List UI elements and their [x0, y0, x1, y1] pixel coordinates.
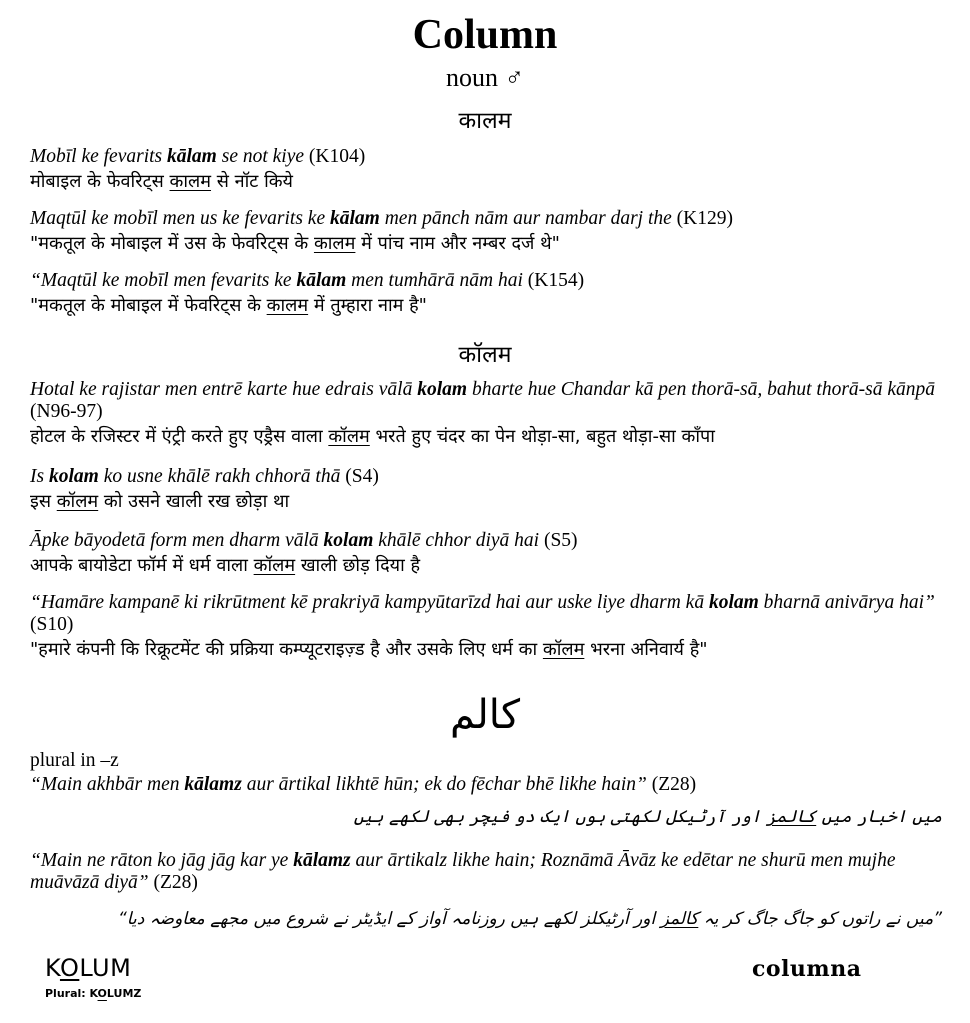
pronunciation-plural: Plural: KOLUMZ — [45, 987, 142, 1000]
hindi-sentence: मोबाइल के फेवरिट्स कालम से नॉट किये — [30, 171, 293, 192]
example-s5 — [30, 530, 942, 579]
hindi-sentence: "हमारे कंपनी कि रिक्रूटमेंट की प्रक्रिया कम्प्यूटराइज़्ड है और उसके लिए धर्म का कॉलम भरना अनिवार्य है" — [30, 639, 708, 660]
example-z28-a — [30, 774, 942, 830]
pronunciation: KOLUM — [45, 954, 132, 982]
hindi-term: कालम — [313, 233, 356, 254]
example-s10 — [30, 592, 942, 663]
transliteration: Is kolam ko usne khālē rakh chhorā thā (S4) — [30, 466, 379, 487]
hindi-sentence: आपके बायोडेटा फॉर्म में धर्म वाला कॉलम खाली छोड़ दिया है — [30, 555, 421, 576]
example-s4 — [30, 466, 942, 515]
hindi-term: कॉलम — [542, 639, 585, 660]
hindi-term: कालम — [169, 171, 212, 192]
hindi-term: कालम — [266, 295, 309, 316]
hindi-sentence: होटल के रजिस्टर में एंट्री करते हुए एड्रैस वाला कॉलम भरते हुए चंदर का पेन थोड़ा-सा, बहुत थोड़ा-सा काँपा — [30, 426, 715, 447]
transliteration: “Main ne rāton ko jāg jāg kar ye kālamz aur ārtikalz likhe hain; Roznāmā Āvāz ke edētar ne shurū men mujhe muāvāzā diyā” (Z28) — [30, 850, 896, 893]
urdu-sentence: میں اخبار میں کالمز اور آرٹیکل لکھتی ہوں ایک دو فیچر بھی لکھے ہیں — [353, 807, 942, 827]
urdu-heading: کالم — [449, 692, 521, 738]
urdu-term: کالمز — [660, 909, 699, 929]
hindi-term: कॉलम — [253, 555, 296, 576]
hindi-term: कॉलम — [56, 491, 99, 512]
transliteration: “Maqtūl ke mobīl men fevarits ke kālam men tumhārā nām hai (K154) — [30, 270, 585, 291]
latin-etymology: columna — [752, 956, 862, 982]
urdu-term: کالمز — [766, 807, 817, 827]
part-of-speech: noun ♂ — [446, 63, 524, 92]
hindi-sentence: इस कॉलम को उसने खाली रख छोड़ा था — [30, 491, 290, 512]
example-k129 — [30, 208, 942, 257]
transliteration: Maqtūl ke mobīl men us ke fevarits ke kālam men pānch nām aur nambar darj the (K129) — [30, 208, 733, 229]
transliteration: Āpke bāyodetā form men dharm vālā kolam khālē chhor diyā hai (S5) — [30, 530, 578, 551]
section-heading-kolam: कॉलम — [458, 342, 512, 368]
entry-title: Column — [412, 12, 558, 58]
urdu-sentence: ”میں نے راتوں کو جاگ جاگ کر یہ کالمز اور آرٹیکلز لکھے ہیں روزنامہ آواز کے ایڈیٹر نے شروع میں مجھے معاوضہ دیا“ — [118, 909, 942, 929]
section-heading-kaalam: कालम — [458, 108, 512, 134]
transliteration: “Hamāre kampanē ki rikrūtment kē prakriyā kampyūtarīzd hai aur uske liye dharm kā kolam bharnā anivārya hai” (S10) — [30, 592, 935, 635]
example-n96-97 — [30, 379, 942, 450]
plural-note: plural in –z — [30, 750, 119, 771]
transliteration: “Main akhbār men kālamz aur ārtikal likhtē hūn; ek do fēchar bhē likhe hain” (Z28) — [30, 774, 697, 795]
example-k154 — [30, 270, 942, 319]
hindi-sentence: "मकतूल के मोबाइल में फेवरिट्स के कालम में तुम्हारा नाम है" — [30, 295, 427, 316]
hindi-sentence: "मकतूल के मोबाइल में उस के फेवरिट्स के कालम में पांच नाम और नम्बर दर्ज थे" — [30, 233, 560, 254]
transliteration: Mobīl ke fevarits kālam se not kiye (K104) — [30, 146, 366, 167]
example-k104 — [30, 146, 942, 195]
hindi-term: कॉलम — [328, 426, 370, 447]
example-z28-b — [30, 850, 942, 932]
transliteration: Hotal ke rajistar men entrē karte hue edrais vālā kolam bharte hue Chandar kā pen thorā-sā, bahut thorā-sā kānpā (N96-97) — [30, 379, 936, 422]
